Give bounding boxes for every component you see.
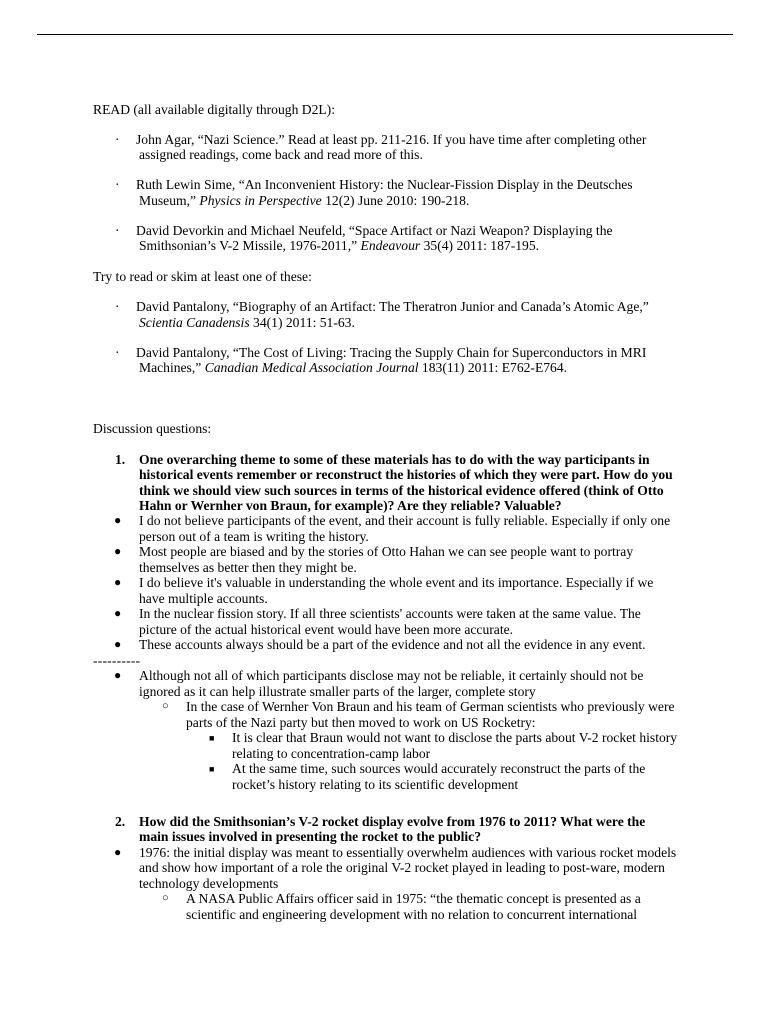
circle-bullet-icon: ○	[162, 700, 169, 713]
read-heading: READ (all available digitally through D2L):	[93, 102, 335, 117]
reading-item-devorkin: · David Devorkin and Michael Neufeld, “Space Artifact or Nazi Weapon? Displaying the Smithsonian’s V-2 Missile, 1976-2011,” Endeavour 35(4) 2011: 187-195.	[115, 222, 613, 254]
optional-heading: Try to read or skim at least one of these:	[93, 269, 312, 285]
discussion-heading: Discussion questions:	[93, 421, 212, 437]
bullet-icon: ·	[115, 177, 120, 193]
bullet-icon: ·	[115, 132, 120, 147]
question-2	[93, 814, 678, 845]
sub-answer-item: ○ A NASA Public Affairs officer said in 1975: “the thematic concept is presented as a scientific and engineering development with no relation to concurrent international	[162, 891, 641, 922]
disc-bullet-icon: ●	[114, 637, 122, 652]
answer-item: ● In the nuclear fission story. If all three scientists' accounts were taken at the same value. The picture of the actual historical event would have been more accurate.	[114, 606, 641, 637]
reading-item-agar: · John Agar, “Nazi Science.” Read at least pp. 211-216. If you have time after completing other assigned readings, come back and read more of this.	[115, 132, 647, 163]
bullet-icon: ·	[115, 299, 120, 315]
answer-item: ● I do not believe participants of the event, and their account is fully reliable. Especially if only one person out of a team is writing the history.	[114, 513, 671, 544]
question-1-answers-2	[93, 668, 678, 699]
answer-item: ● These accounts always should be a part of the evidence and not all the evidence in any event.	[114, 637, 646, 653]
reading-item-sime: · Ruth Lewin Sime, “An Inconvenient History: the Nuclear-Fission Display in the Deutsches Museum,” Physics in Perspective 12(2) June 2010: 190-218.	[115, 177, 633, 208]
sub-answer-item: ○ In the case of Wernher Von Braun and his team of German scientists who previously were parts of the Nazi party but then moved to work on US Rocketry:	[162, 699, 675, 730]
question-number: 2.	[115, 813, 126, 829]
disc-bullet-icon: ●	[114, 575, 122, 590]
question-number: 1.	[115, 451, 126, 467]
sub-sub-answer-item: ■ At the same time, such sources would accurately reconstruct the parts of the rocket’s history relating to its scientific development	[209, 761, 646, 792]
journal-title: Scientia Canadensis	[139, 314, 250, 330]
disc-bullet-icon: ●	[114, 513, 122, 528]
question-2-answers	[93, 845, 678, 891]
question-1-answers	[93, 513, 678, 652]
journal-title: Canadian Medical Association Journal	[204, 360, 419, 376]
sub-sub-answer-item: ■ It is clear that Braun would not want to disclose the parts about V-2 rocket history relating to concentration-camp labor	[209, 730, 678, 761]
bullet-icon: ·	[115, 344, 120, 360]
header-rule	[37, 34, 733, 35]
question-text: How did the Smithsonian’s V-2 rocket display evolve from 1976 to 2011? What were the main issues involved in presenting the rocket to the public?	[139, 813, 646, 845]
answer-item: ● Most people are biased and by the stories of Otto Hahan we can see people want to portray themselves as better then they might be.	[114, 544, 634, 575]
answer-item: ● 1976: the initial display was meant to essentially overwhelm audiences with various rocket models and show how important of a role the original V-2 rocket played in leading to post-ware, modern technology developments	[114, 844, 677, 891]
required-reading-list	[93, 132, 678, 254]
reading-item-pantalony-2: · David Pantalony, “The Cost of Living: Tracing the Supply Chain for Superconductors in MRI Machines,” Canadian Medical Association Journal 183(11) 2011: E762-E764.	[115, 344, 647, 376]
question-text: One overarching theme to some of these materials has to do with the way participants in historical events remember or reconstruct the histories of which they were part. How do you think we should view such sources in terms of the historical evidence offered (think of Otto Hahn or Wernher von Braun, for example)? Are they reliable? Valuable?	[139, 451, 673, 514]
reading-item-pantalony-1: · David Pantalony, “Biography of an Artifact: The Theratron Junior and Canada’s Atomic Age,” Scientia Canadensis 34(1) 2011: 51-63.	[115, 299, 649, 330]
bullet-icon: ·	[115, 222, 120, 238]
square-bullet-icon: ■	[209, 733, 215, 744]
disc-bullet-icon: ●	[114, 606, 122, 621]
optional-reading-list	[93, 299, 678, 375]
square-bullet-icon: ■	[209, 764, 215, 775]
journal-title: Endeavour	[360, 238, 421, 254]
disc-bullet-icon: ●	[114, 544, 122, 559]
document-body	[93, 102, 678, 922]
circle-bullet-icon: ○	[162, 892, 169, 905]
disc-bullet-icon: ●	[114, 668, 122, 683]
disc-bullet-icon: ●	[114, 844, 122, 859]
answer-item: ● I do believe it's valuable in understanding the whole event and its importance. Especially if we have multiple accounts.	[114, 575, 654, 606]
journal-title: Physics in Perspective	[199, 192, 322, 208]
question-1	[93, 452, 678, 514]
answer-item: ● Although not all of which participants disclose may not be reliable, it certainly should not be ignored as it can help illustrate smaller parts of the larger, complete story	[114, 668, 644, 699]
dash-separator: ----------	[93, 653, 141, 669]
